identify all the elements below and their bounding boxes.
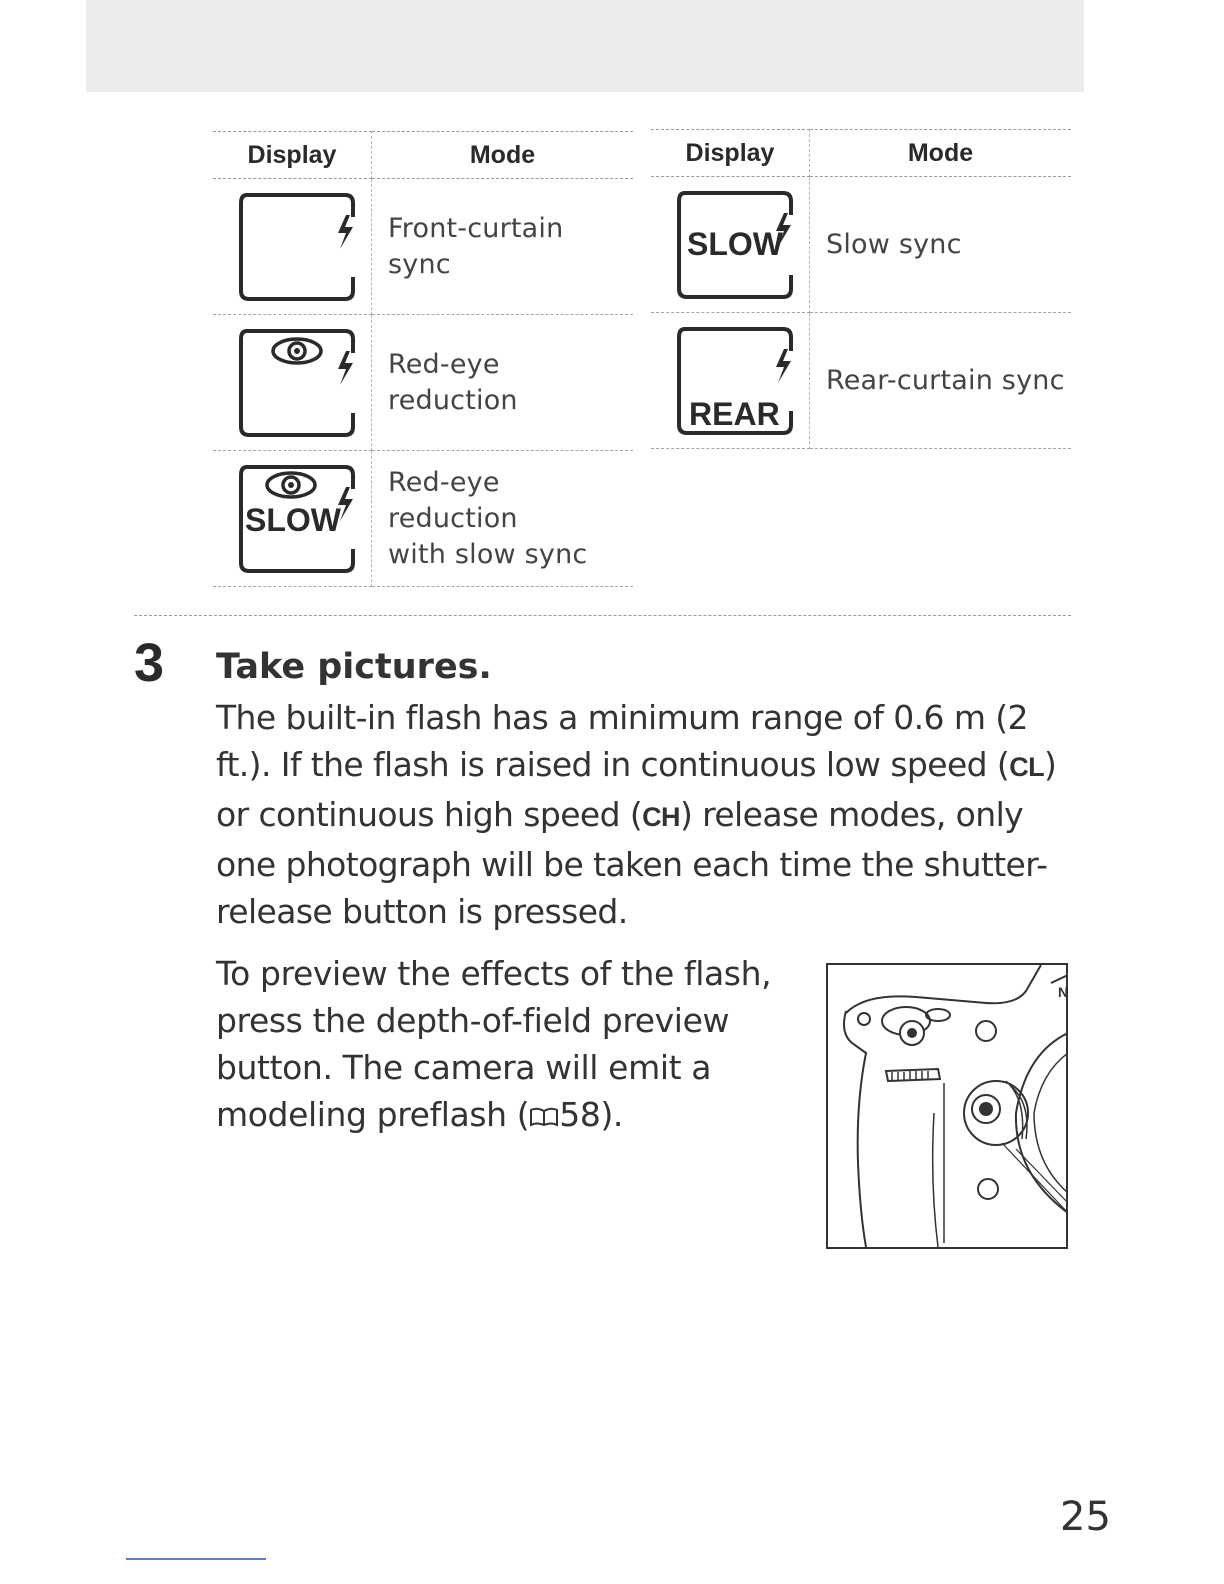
footer-line [126,1558,266,1560]
table-row [213,179,633,315]
section-divider [134,615,1071,616]
column-header-mode: Mode [372,132,634,179]
svg-text:N: N [1058,984,1068,1000]
column-header-mode: Mode [810,130,1072,177]
table-row [213,451,633,587]
camera-depth-of-field-illustration [826,963,1068,1249]
svg-text:SLOW: SLOW [245,501,341,538]
step-number: 3 [134,633,165,693]
mode-label: Rear-curtain sync [810,313,1072,449]
svg-text:SLOW: SLOW [687,225,783,262]
preview-paragraph: To preview the effects of the flash, press the depth-of-field preview button. The camera will emit a modeling preflash ( 58). [216,954,772,1134]
table-row [651,313,1071,449]
red-eye-slow-sync-icon [225,459,355,579]
step-body-paragraph: The built-in flash has a minimum range of 0.6 m (2 ft.). If the flash is raised in continuous low speed (CL) or continuous high speed (CH) release modes, only one photograph will be taken each time the shutter-release button is pressed. [216,698,1057,931]
mode-label: Front-curtain sync [372,179,634,315]
header-band [86,0,1084,92]
mode-label: Red-eye reduction [372,315,634,451]
red-eye-reduction-icon [225,323,355,443]
step-title: Take pictures. [216,647,492,687]
continuous-high-speed-symbol: CH [642,802,680,832]
mode-label: Slow sync [810,177,1072,313]
page-reference[interactable]: 58 [559,1095,601,1134]
front-curtain-sync-icon [225,187,355,307]
flash-mode-table-left [213,131,633,587]
table-row [651,177,1071,313]
rear-curtain-sync-icon [663,321,793,441]
book-reference-icon [529,1106,559,1128]
continuous-low-speed-symbol: CL [1009,752,1044,782]
column-header-display: Display [651,130,810,177]
mode-label-line2: with slow sync [388,538,588,570]
column-header-display: Display [213,132,372,179]
svg-text:REAR: REAR [689,395,780,432]
slow-sync-icon [663,185,793,305]
flash-mode-table-right [651,129,1071,449]
mode-label-line1: Red-eye reduction [388,466,518,534]
page-number: 25 [1060,1494,1111,1540]
table-row [213,315,633,451]
